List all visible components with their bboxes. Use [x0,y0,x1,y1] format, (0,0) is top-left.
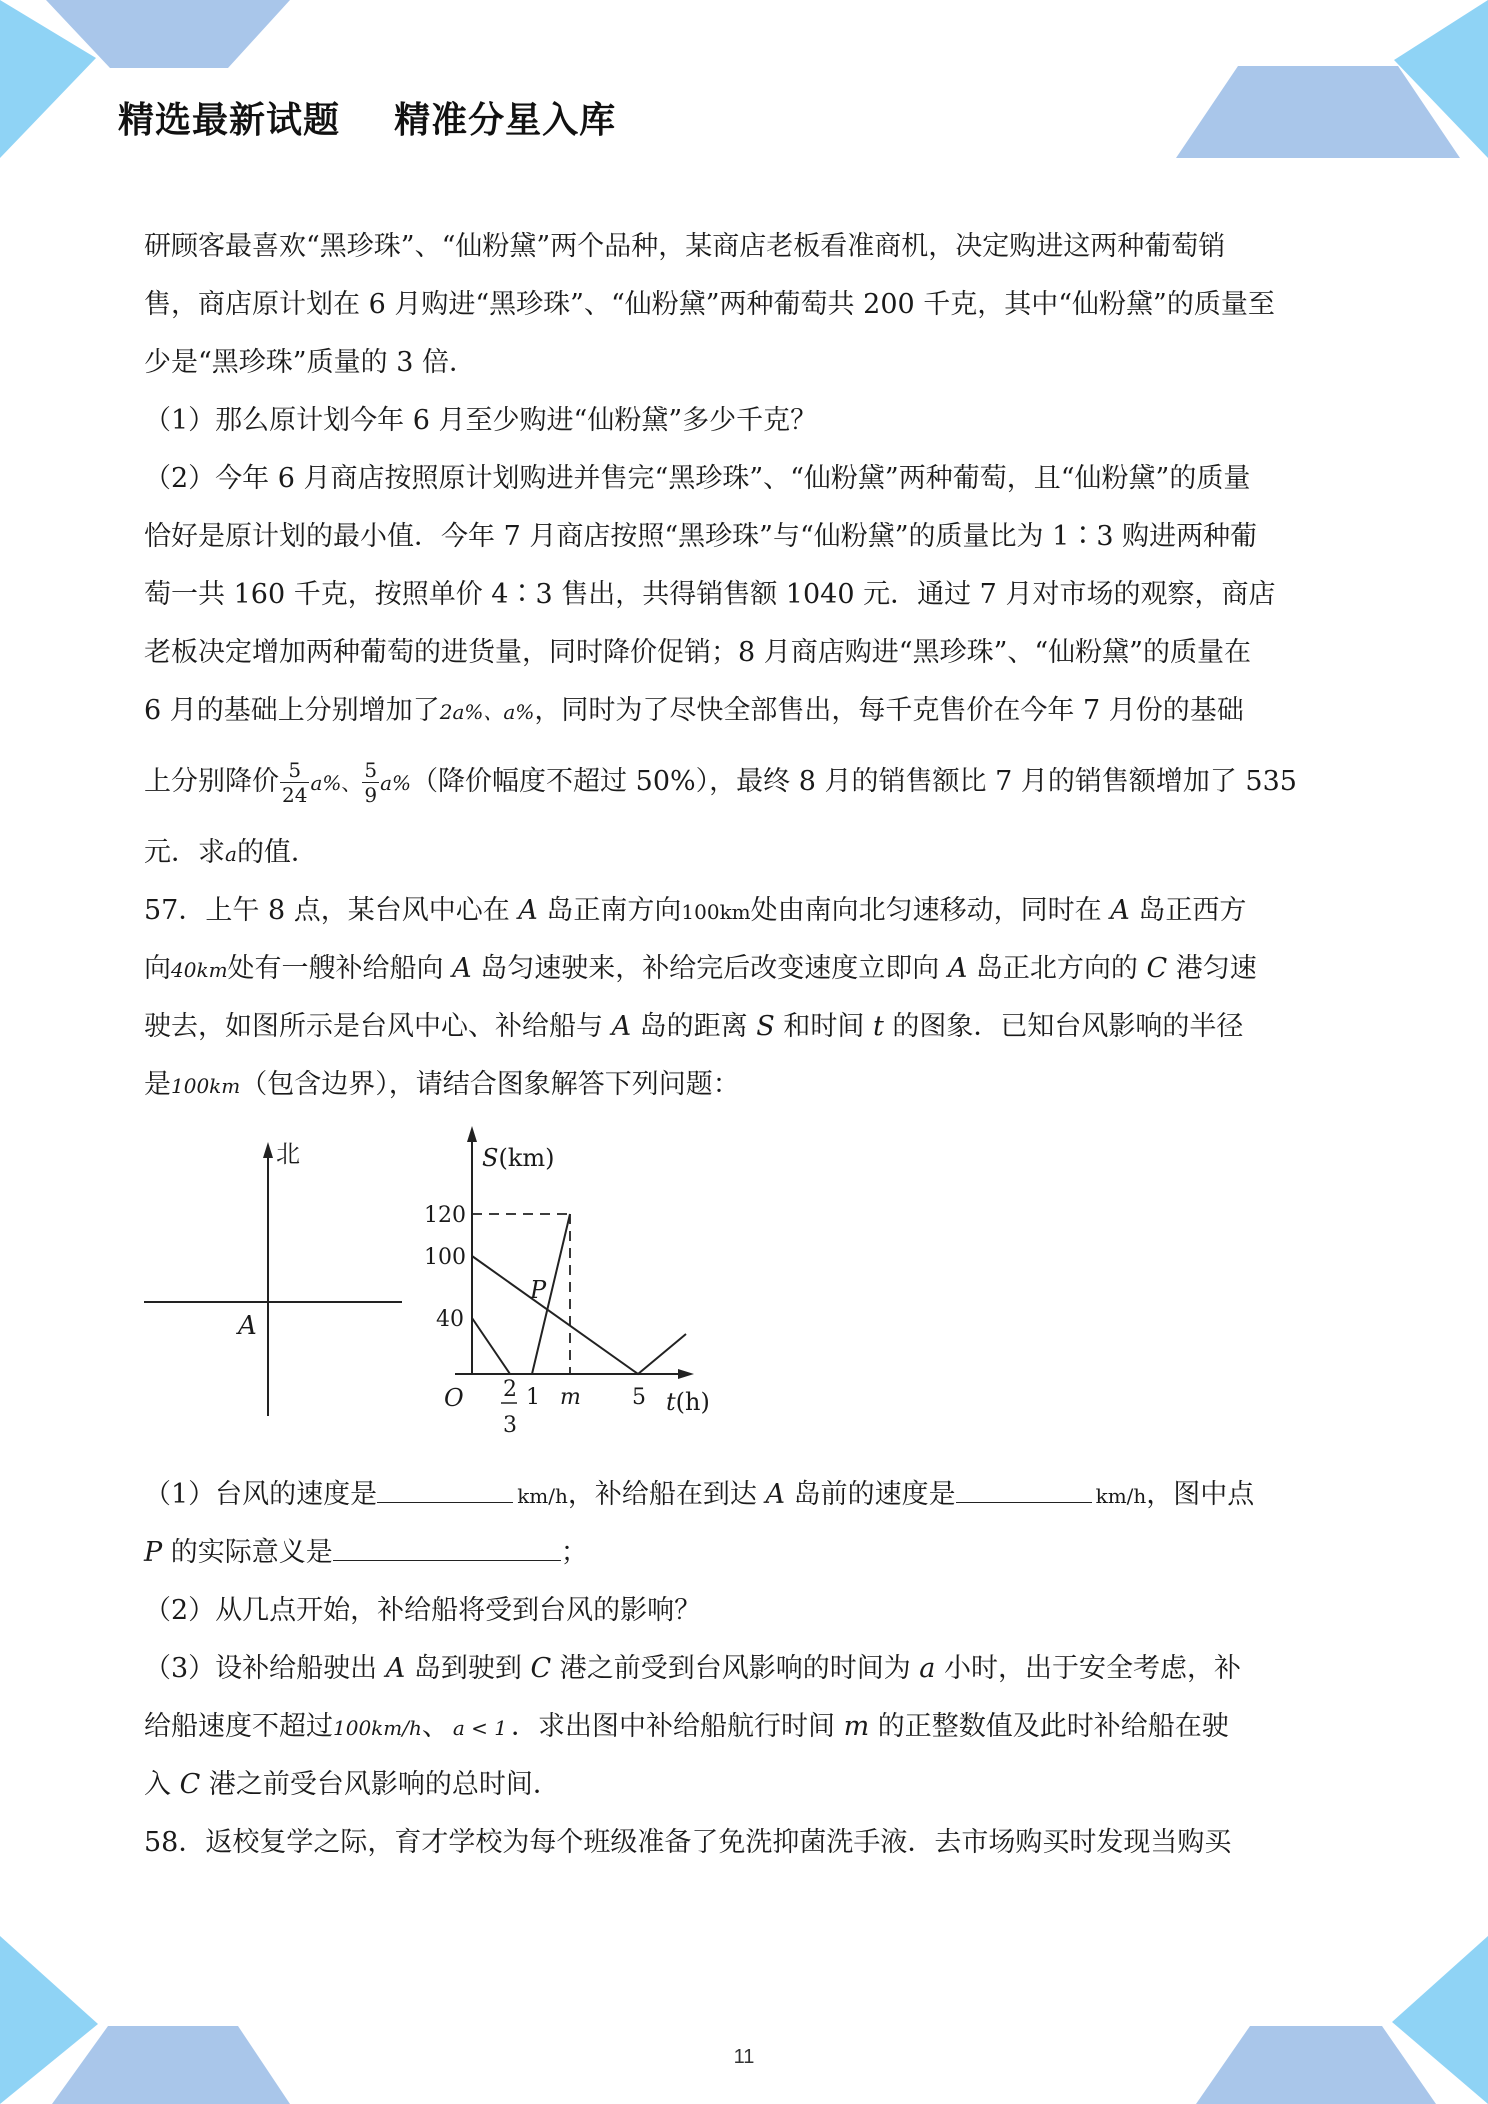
unit-km-per-h: km/h [1095,1484,1147,1508]
decor-top-right-trapezoid [1176,66,1460,158]
answer-blank-typhoon-speed [377,1472,513,1503]
text-segment: （3）设补给船驶出 [144,1653,386,1684]
fraction-denominator: 24 [282,783,308,807]
text-segment: 给船速度不超过 [144,1711,333,1742]
page-content [144,218,1348,1872]
x-tick-frac-num: 2 [503,1377,517,1402]
distance-time-graph [424,1126,710,1438]
math-increase-rates: 2a%、a% [439,700,535,724]
text-segment: 处由南向北匀速移动，同时在 [750,895,1111,926]
p57-line-3 [144,998,1348,1056]
p57-line-4 [144,1056,1348,1114]
p56-line-3: 少是“黑珍珠”质量的 3 倍． [144,347,476,378]
decor-top-left-triangle [0,0,96,158]
text-segment: 6 月的基础上分别增加了 [144,695,440,726]
text-segment: 处有一艘补给船向 [227,953,453,984]
text-segment: 向 [144,953,171,984]
decor-top-right-triangle [1394,0,1488,158]
variable-a: a [919,1653,936,1684]
distance-value: 40km [171,958,228,982]
p58-line-1: 58．返校复学之际，育才学校为每个班级准备了免洗抑菌洗手液．去市场购买时发现当购买 [144,1827,1232,1858]
problem-57-figure [144,1114,1348,1466]
p56-question-2-line-3: 萄一共 160 千克，按照单价 4∶3 售出，共得销售额 1040 元．通过 7 月对市场的观察，商店 [144,579,1276,610]
text-segment: 港之前受台风影响的总时间． [200,1769,560,1800]
p57-line-2 [144,940,1348,998]
typhoon-distance-line [472,1256,686,1374]
text-segment: 57．上午 8 点，某台风中心在 [144,895,519,926]
p57-question-3-line-1 [144,1640,1348,1698]
text-segment: （包含边界），请结合图象解答下列问题： [240,1069,740,1100]
text-segment: ．求出图中补给船航行时间 [511,1711,844,1742]
p56-question-2-line-6 [144,740,1348,824]
text-segment: 和时间 [774,1011,873,1042]
p56-question-2-line-4: 老板决定增加两种葡萄的进货量，同时降价促销；8 月商店购进“黑珍珠”、“仙粉黛”的质量在 [144,637,1251,668]
fraction-numerator: 5 [280,758,309,783]
percent-term: a% [380,771,412,795]
separator: 、 [341,771,362,795]
text-segment: 岛正西方 [1129,895,1247,926]
p56-question-2-line-7 [144,824,1348,882]
condition-value: a < 1 [452,1716,508,1740]
x-tick-frac-den: 3 [503,1413,517,1438]
x-axis-label [666,1388,710,1416]
text-segment: 岛的距离 [631,1011,757,1042]
point-P-label: P [530,1276,547,1304]
text-segment: 小时，出于安全考虑，补 [935,1653,1241,1684]
p56-question-1: （1）那么原计划今年 6 月至少购进“仙粉黛”多少千克？ [144,405,818,436]
radius-value: 100km [171,1074,241,1098]
north-arrow-icon [263,1142,273,1158]
answer-blank-point-p [333,1530,561,1561]
p56-line-1: 研顾客最喜欢“黑珍珠”、“仙粉黛”两个品种，某商店老板看准商机，决定购进这两种葡萄销 [144,231,1226,262]
text-segment: 入 [144,1769,180,1800]
text-segment: 的实际意义是 [162,1537,333,1568]
variable-A: A [1110,895,1130,926]
y-axis-label [482,1144,554,1172]
text-segment: 、 [421,1711,449,1742]
variable-P: P [144,1537,163,1568]
variable-A: A [385,1653,406,1684]
p57-question-3-line-3 [144,1756,1348,1814]
variable-A: A [518,895,538,926]
decor-top-left-trapezoid [46,0,290,68]
percent-term: a% [310,771,342,795]
text-segment: 驶去，如图所示是台风中心、补给船与 [144,1011,612,1042]
speed-limit-value: 100km/h [333,1716,422,1740]
variable-A: A [765,1479,785,1510]
fraction-numerator: 5 [364,758,378,782]
y-axis-var: S [482,1144,499,1172]
text-segment: 港匀速 [1167,953,1257,984]
text-segment: 的值． [236,837,318,868]
y-tick-100: 100 [424,1245,466,1270]
text-segment: 是 [144,1069,171,1100]
p56-question-2-line-5 [144,682,1348,740]
variable-S: S [756,1011,775,1042]
text-segment: 岛正南方向 [537,895,682,926]
text-segment: （1）台风的速度是 [144,1479,378,1510]
p56-question-2-line-2: 恰好是原计划的最小值．今年 7 月商店按照“黑珍珠”与“仙粉黛”的质量比为 1∶3 购进两种葡 [144,521,1258,552]
text-segment: 的正整数值及此时补给船在驶 [869,1711,1229,1742]
variable-A: A [947,953,968,984]
y-tick-40: 40 [436,1307,464,1332]
text-segment: 上分别降价 [144,766,279,797]
answer-blank-ship-speed [956,1472,1092,1503]
variable-C: C [1146,953,1168,984]
text-segment: （降价幅度不超过 50%），最终 8 月的销售额比 7 月的销售额增加了 535 [411,766,1297,797]
variable-A: A [611,1011,632,1042]
text-segment: 岛前的速度是 [784,1479,956,1510]
text-segment: 岛正北方向的 [967,953,1147,984]
p57-question-1-line-1 [144,1466,1348,1524]
p57-question-2: （2）从几点开始，补给船将受到台风的影响？ [144,1595,702,1626]
text-segment: ，同时为了尽快全部售出，每千克售价在今年 7 月份的基础 [534,695,1244,726]
figure-svg [144,1114,764,1466]
variable-C: C [179,1769,201,1800]
variable-a: a [225,842,237,866]
ship-distance-line [472,1214,570,1374]
text-segment: ，图中点 [1146,1479,1255,1510]
north-label: 北 [276,1140,300,1168]
y-axis-arrow-icon [467,1126,477,1142]
graph-origin-label: O [444,1384,464,1412]
x-axis-arrow-icon [678,1369,694,1379]
header-title: 精选最新试题 精准分星入库 [118,100,617,141]
text-segment: 的图象．已知台风影响的半径 [883,1011,1244,1042]
variable-t: t [872,1011,884,1042]
distance-value: 100km [681,900,751,924]
x-tick-1: 1 [526,1385,540,1410]
y-tick-120: 120 [424,1203,466,1228]
y-axis-unit: (km) [498,1144,555,1172]
x-axis-var: t [666,1388,676,1416]
x-tick-5: 5 [632,1385,646,1410]
x-axis-unit: (h) [675,1388,710,1416]
compass-origin-label: A [238,1311,257,1341]
page-number: 11 [733,2046,755,2068]
variable-A: A [452,953,472,984]
p57-question-1-line-2 [144,1524,1348,1582]
p56-line-2: 售，商店原计划在 6 月购进“黑珍珠”、“仙粉黛”两种葡萄共 200 千克，其中“仙粉黛”的质量至 [144,289,1275,320]
p57-line-1 [144,882,1348,940]
p56-question-2-line-1: （2）今年 6 月商店按照原计划购进并售完“黑珍珠”、“仙粉黛”两种葡萄，且“仙粉黛”的质量 [144,463,1251,494]
compass-diagram [144,1140,402,1416]
decor-bottom-right-triangle [1392,1936,1488,2104]
decor-bottom-left-triangle [0,1936,98,2104]
p57-question-3-line-2 [144,1698,1348,1756]
text-segment: 岛到驶到 [405,1653,531,1684]
fraction-5-9 [362,758,379,807]
fraction-denominator: 9 [364,783,378,807]
text-segment: 港之前受到台风影响的时间为 [551,1653,920,1684]
text-segment: 元．求 [144,837,225,868]
x-tick-m: m [560,1385,581,1410]
text-segment: 岛匀速驶来，补给完后改变速度立即向 [471,953,948,984]
text-segment: ，补给船在到达 [567,1479,766,1510]
text-segment: ； [560,1537,588,1568]
variable-m: m [843,1711,870,1742]
fraction-5-24 [280,758,309,807]
unit-km-per-h: km/h [517,1484,568,1508]
variable-C: C [530,1653,552,1684]
